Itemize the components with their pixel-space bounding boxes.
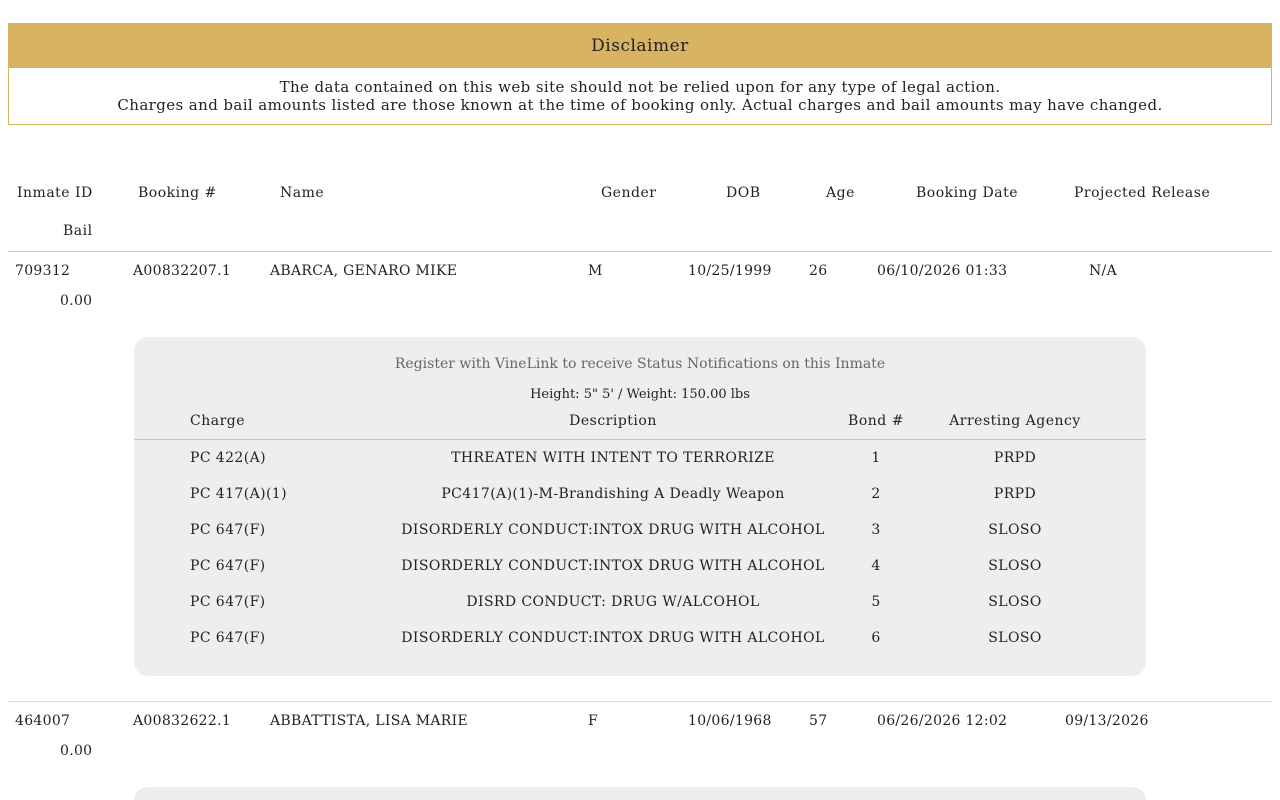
column-header-booking-date[interactable]: Booking Date bbox=[916, 185, 1019, 201]
inmate-dob: 10/06/1968 bbox=[688, 713, 772, 729]
booking-number: A00832207.1 bbox=[133, 263, 232, 279]
charge-description: DISORDERLY CONDUCT:INTOX DRUG WITH ALCOHOL bbox=[401, 630, 825, 646]
charge-code: PC 647(F) bbox=[190, 522, 266, 538]
charge-description: PC417(A)(1)-M-Brandishing A Deadly Weapon bbox=[441, 486, 785, 502]
arresting-agency: PRPD bbox=[993, 450, 1037, 466]
charge-description: DISRD CONDUCT: DRUG W/ALCOHOL bbox=[466, 594, 760, 610]
bond-number: 2 bbox=[871, 486, 881, 502]
charge-code: PC 422(A) bbox=[190, 450, 266, 466]
column-header-projected-release[interactable]: Projected Release bbox=[1074, 185, 1211, 201]
bail-amount: 0.00 bbox=[60, 743, 93, 759]
booking-date: 06/26/2026 12:02 bbox=[877, 713, 1008, 729]
charge-description: DISORDERLY CONDUCT:INTOX DRUG WITH ALCOHOL bbox=[401, 558, 825, 574]
bond-column-header: Bond # bbox=[848, 413, 904, 429]
charge-description: THREATEN WITH INTENT TO TERRORIZE bbox=[451, 450, 775, 466]
column-header-inmate-id[interactable]: Inmate ID bbox=[17, 185, 93, 201]
inmate-age: 57 bbox=[809, 713, 828, 729]
disclaimer-title: Disclaimer bbox=[9, 24, 1271, 68]
column-header-bail[interactable]: Bail bbox=[63, 223, 93, 239]
charge-column-header: Charge bbox=[190, 413, 246, 429]
arresting-agency: SLOSO bbox=[988, 594, 1042, 610]
bond-number: 6 bbox=[871, 630, 881, 646]
charge-code: PC 647(F) bbox=[190, 630, 266, 646]
inmate-id: 464007 bbox=[15, 713, 71, 729]
disclaimer-text bbox=[9, 68, 1271, 114]
inmate-name: ABBATTISTA, LISA MARIE bbox=[270, 713, 468, 729]
disclaimer-line-1: The data contained on this web site should not be relied upon for any type of legal action. bbox=[279, 78, 1001, 96]
inmate-gender: F bbox=[588, 713, 599, 729]
booking-date: 06/10/2026 01:33 bbox=[877, 263, 1008, 279]
charge-code: PC 647(F) bbox=[190, 558, 266, 574]
charge-code: PC 647(F) bbox=[190, 594, 266, 610]
height-weight: Height: 5" 5' / Weight: 150.00 lbs bbox=[530, 387, 750, 402]
inmate-name: ABARCA, GENARO MIKE bbox=[270, 263, 458, 279]
projected-release: 09/13/2026 bbox=[1065, 713, 1149, 729]
column-header-age[interactable]: Age bbox=[826, 185, 855, 201]
bond-number: 5 bbox=[871, 594, 881, 610]
bond-number: 4 bbox=[871, 558, 881, 574]
disclaimer-box bbox=[8, 23, 1272, 125]
charge-code: PC 417(A)(1) bbox=[190, 486, 287, 502]
header-divider bbox=[8, 251, 1272, 252]
description-column-header: Description bbox=[569, 413, 657, 429]
disclaimer-line-2: Charges and bail amounts listed are those known at the time of booking only. Actual charges and bail amounts may have changed. bbox=[117, 96, 1163, 114]
inmate-age: 26 bbox=[809, 263, 828, 279]
arresting-agency: SLOSO bbox=[988, 630, 1042, 646]
column-header-dob[interactable]: DOB bbox=[726, 185, 761, 201]
column-header-gender[interactable]: Gender bbox=[601, 185, 657, 201]
arresting-agency: SLOSO bbox=[988, 522, 1042, 538]
inmate-details-panel bbox=[134, 787, 1146, 800]
row-divider bbox=[8, 701, 1272, 702]
arresting-agency: SLOSO bbox=[988, 558, 1042, 574]
inmate-details-panel bbox=[134, 337, 1146, 676]
column-header-name[interactable]: Name bbox=[280, 185, 325, 201]
booking-number: A00832622.1 bbox=[133, 713, 232, 729]
bond-number: 1 bbox=[871, 450, 881, 466]
bail-amount: 0.00 bbox=[60, 293, 93, 309]
column-header-booking[interactable]: Booking # bbox=[138, 185, 217, 201]
inmate-dob: 10/25/1999 bbox=[688, 263, 772, 279]
charge-description: DISORDERLY CONDUCT:INTOX DRUG WITH ALCOHOL bbox=[401, 522, 825, 538]
projected-release: N/A bbox=[1089, 263, 1117, 279]
charges-header-divider bbox=[134, 439, 1146, 440]
agency-column-header: Arresting Agency bbox=[949, 413, 1081, 429]
vinelink-register-link[interactable]: Register with VineLink to receive Status Notifications on this Inmate bbox=[394, 356, 886, 372]
bond-number: 3 bbox=[871, 522, 881, 538]
arresting-agency: PRPD bbox=[993, 486, 1037, 502]
inmate-id: 709312 bbox=[15, 263, 71, 279]
inmate-gender: M bbox=[588, 263, 603, 279]
